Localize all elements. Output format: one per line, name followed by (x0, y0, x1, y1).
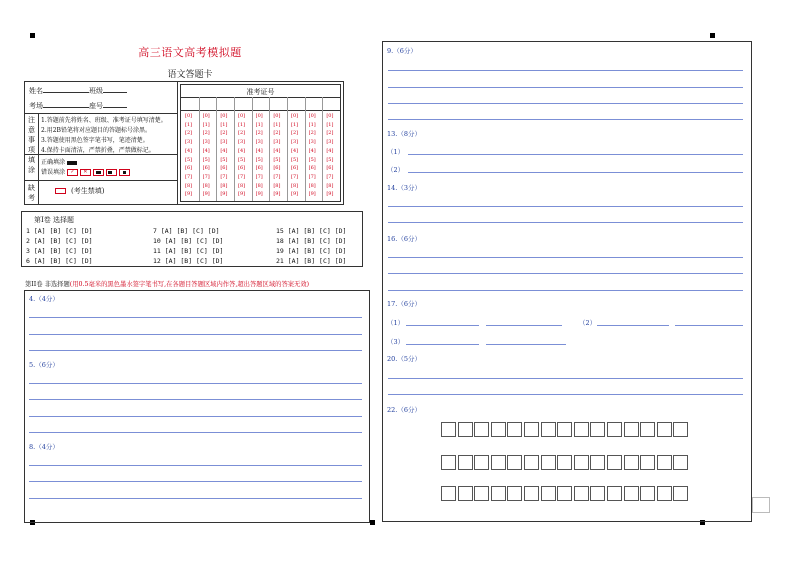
exam-id-bubble[interactable]: [6] (202, 165, 210, 172)
q5-answer-line[interactable] (29, 416, 362, 417)
class-label: 班级 (89, 87, 103, 95)
page-title: 高三语文高考模拟题 (138, 46, 242, 59)
writing-grid-cell[interactable] (673, 486, 688, 501)
q17-2-label: （2） (579, 319, 597, 327)
mc-q10[interactable]: 10 [A] [B] [C] [D] (153, 237, 224, 245)
writing-grid-cell[interactable] (574, 455, 589, 470)
exam-id-bubble[interactable]: [5] (202, 156, 210, 163)
q17-2-answer-line[interactable] (597, 325, 669, 326)
exam-id-bubble[interactable]: [9] (202, 191, 210, 198)
mc-q19[interactable]: 19 [A] [B] [C] [D] (276, 247, 347, 255)
exam-id-bubble[interactable]: [7] (255, 173, 263, 180)
absent-note: (考生禁填) (71, 187, 105, 195)
exam-id-bubble[interactable]: [6] (220, 165, 228, 172)
exam-id-bubble[interactable]: [1] (202, 121, 210, 128)
q17-1-answer-line[interactable] (486, 325, 562, 326)
registration-mark (710, 33, 715, 38)
q17-1-answer-line[interactable] (406, 325, 479, 326)
q17-label: 17.（6分） (387, 300, 421, 308)
exam-id-bubble[interactable]: [1] (326, 121, 334, 128)
notice-char: 项 (28, 146, 35, 154)
answer-sheet-title: 语文答题卡 (167, 70, 213, 80)
writing-grid-cell[interactable] (474, 422, 489, 437)
writing-grid-cell[interactable] (557, 422, 572, 437)
exam-id-bubble[interactable]: [3] (255, 139, 263, 146)
q17-2-answer-line[interactable] (675, 325, 743, 326)
exam-id-bubble[interactable]: [2] (291, 130, 299, 137)
exam-id-bubble[interactable]: [6] (308, 165, 316, 172)
notice-char: 注 (28, 116, 35, 124)
exam-id-bubble[interactable]: [5] (273, 156, 281, 163)
exam-id-bubble[interactable]: [7] (238, 173, 246, 180)
partial-box-icon (93, 169, 104, 176)
q5-answer-line[interactable] (29, 432, 362, 433)
q4-answer-line[interactable] (29, 334, 362, 335)
writing-grid-cell[interactable] (673, 422, 688, 437)
exam-id-bubble[interactable]: [2] (185, 130, 193, 137)
room-label: 考场 (29, 102, 43, 110)
notice-item: 4.保持卡面清洁，严禁折叠，严禁做标记。 (41, 147, 155, 154)
name-row (29, 85, 127, 96)
mc-q15[interactable]: 15 [A] [B] [C] [D] (276, 227, 347, 235)
partial-box-icon (106, 169, 117, 176)
q5-label: 5.（6分） (29, 361, 59, 369)
writing-grid-cell[interactable] (607, 486, 622, 501)
exam-id-bubble[interactable]: [5] (326, 156, 334, 163)
q13-1-answer-line[interactable] (408, 154, 743, 155)
notice-char: 意 (28, 126, 35, 134)
exam-id-bubble[interactable]: [8] (273, 182, 281, 189)
exam-id-bubble[interactable]: [7] (202, 173, 210, 180)
q13-label: 13.（8分） (387, 130, 421, 138)
writing-grid-cell[interactable] (607, 422, 622, 437)
exam-id-bubble[interactable]: [6] (273, 165, 281, 172)
exam-id-bubble[interactable]: [4] (255, 147, 263, 154)
q9-answer-line[interactable] (388, 70, 743, 71)
writing-grid-cell[interactable] (541, 486, 556, 501)
writing-grid-cell[interactable] (640, 486, 655, 501)
writing-grid-cell[interactable] (541, 455, 556, 470)
absent-label (28, 183, 35, 203)
exam-id-bubble[interactable]: [3] (202, 139, 210, 146)
exam-id-column-divider (216, 97, 217, 201)
mc-q12[interactable]: 12 [A] [B] [C] [D] (153, 257, 224, 265)
exam-id-bubble[interactable]: [0] (326, 113, 334, 119)
writing-grid-cell[interactable] (441, 486, 456, 501)
exam-id-column-divider (252, 97, 253, 201)
exam-id-bubble[interactable]: [9] (273, 191, 281, 198)
writing-grid-cell[interactable] (590, 455, 605, 470)
exam-id-bubble[interactable]: [0] (220, 113, 228, 119)
writing-grid-cell[interactable] (624, 455, 639, 470)
notice-list (41, 116, 167, 156)
exam-id-bubble[interactable]: [5] (308, 156, 316, 163)
writing-grid-cell[interactable] (574, 422, 589, 437)
exam-id-bubble[interactable]: [8] (185, 182, 193, 189)
mc-q3[interactable]: 3 [A] [B] [C] [D] (26, 247, 93, 255)
q9-answer-line[interactable] (388, 119, 743, 120)
exam-id-column-divider (305, 97, 306, 201)
exam-id-bubble[interactable]: [4] (220, 147, 228, 154)
absent-char: 考 (28, 194, 35, 202)
q22-label: 22.（6分） (387, 406, 421, 414)
fill-char: 涂 (28, 166, 35, 174)
notice-item: 2.用2B铅笔将对应题目的答题标号涂黑。 (41, 127, 151, 134)
name-field[interactable] (43, 85, 89, 93)
exam-id-bubble[interactable]: [8] (238, 182, 246, 189)
exam-id-label: 准考证号 (246, 88, 275, 96)
exam-id-bubble[interactable]: [4] (238, 147, 246, 154)
exam-id-bubble[interactable]: [0] (202, 113, 210, 119)
writing-grid-cell[interactable] (640, 455, 655, 470)
q14-answer-line[interactable] (388, 206, 743, 207)
q4-answer-line[interactable] (29, 317, 362, 318)
exam-id-bubble[interactable]: [0] (273, 113, 281, 119)
exam-id-bubble[interactable]: [1] (273, 121, 281, 128)
correct-fill-example (41, 157, 77, 166)
exam-id-bubble[interactable]: [2] (308, 130, 316, 137)
q13-2-label: （2） (387, 166, 405, 174)
exam-id-bubble[interactable]: [0] (291, 113, 299, 119)
mc-q18[interactable]: 18 [A] [B] [C] [D] (276, 237, 347, 245)
exam-id-bubble[interactable]: [9] (238, 191, 246, 198)
writing-grid-cell[interactable] (574, 486, 589, 501)
exam-id-bubble[interactable]: [5] (255, 156, 263, 163)
writing-grid-cell[interactable] (507, 486, 522, 501)
writing-grid-cell[interactable] (474, 486, 489, 501)
q22-writing-grid (441, 422, 691, 507)
writing-grid-cell[interactable] (590, 486, 605, 501)
q13-1-label: （1） (387, 148, 405, 156)
exam-id-bubble[interactable]: [8] (255, 182, 263, 189)
seat-label: 座号 (89, 102, 103, 110)
exam-id-bubble[interactable]: [9] (291, 191, 299, 198)
exam-id-column-divider (287, 97, 288, 201)
exam-id-bubble[interactable]: [0] (238, 113, 246, 119)
writing-grid-cell[interactable] (524, 486, 539, 501)
q8-answer-line[interactable] (29, 465, 362, 466)
exam-id-bubble[interactable]: [3] (326, 139, 334, 146)
writing-grid-cell[interactable] (507, 455, 522, 470)
exam-id-bubble[interactable]: [2] (255, 130, 263, 137)
writing-grid-cell[interactable] (557, 486, 572, 501)
right-answer-box (382, 41, 752, 522)
exam-id-bubble[interactable]: [1] (255, 121, 263, 128)
notice-char: 事 (28, 136, 35, 144)
exam-id-bubble[interactable]: [6] (185, 165, 193, 172)
exam-id-bubble[interactable]: [5] (220, 156, 228, 163)
exam-id-bubble[interactable]: [8] (291, 182, 299, 189)
left-answer-box (24, 290, 370, 523)
exam-id-bubble[interactable]: [7] (220, 173, 228, 180)
exam-id-bubble[interactable]: [6] (255, 165, 263, 172)
q8-label: 8.（4分） (29, 443, 59, 451)
q17-3-label: （3） (387, 338, 405, 346)
mc-q21[interactable]: 21 [A] [B] [C] [D] (276, 257, 347, 265)
info-divider (25, 113, 177, 114)
exam-id-bubble[interactable]: [0] (185, 113, 193, 119)
q17-3-answer-line[interactable] (406, 344, 479, 345)
writing-grid-cell[interactable] (458, 486, 473, 501)
q13-2-answer-line[interactable] (408, 172, 743, 173)
q17-3-answer-line[interactable] (486, 344, 566, 345)
exam-id-bubble[interactable]: [7] (326, 173, 334, 180)
exam-id-bubble[interactable]: [9] (255, 191, 263, 198)
registration-mark (370, 520, 375, 525)
exam-id-bubble[interactable]: [2] (273, 130, 281, 137)
section2-heading-note: (用0.5毫米的黑色墨水签字笔书写,在各题目答题区域内作答,超出答题区域的答案无效) (69, 281, 310, 288)
exam-id-column-divider (322, 97, 323, 201)
writing-grid-cell[interactable] (673, 455, 688, 470)
page-edge-box (752, 497, 770, 513)
exam-id-box (180, 84, 341, 202)
notice-label (28, 115, 35, 155)
filled-box-icon (67, 161, 77, 165)
mc-q6[interactable]: 6 [A] [B] [C] [D] (26, 257, 93, 265)
section2-heading (25, 279, 309, 288)
correct-fill-label: 正确填涂 (41, 159, 66, 166)
exam-id-bubble[interactable]: [7] (185, 173, 193, 180)
mc-heading: 第I卷 选择题 (34, 216, 74, 224)
room-field[interactable] (43, 100, 89, 108)
exam-id-bubble[interactable]: [1] (291, 121, 299, 128)
exam-id-bubble[interactable]: [6] (326, 165, 334, 172)
q9-label: 9.（6分） (387, 47, 417, 55)
mc-q2[interactable]: 2 [A] [B] [C] [D] (26, 237, 93, 245)
exam-id-bubble[interactable]: [8] (202, 182, 210, 189)
seat-field[interactable] (103, 100, 127, 108)
writing-grid-cell[interactable] (640, 422, 655, 437)
q17-1-label: （1） (387, 319, 405, 327)
mc-q11[interactable]: 11 [A] [B] [C] [D] (153, 247, 224, 255)
q4-answer-line[interactable] (29, 350, 362, 351)
section2-heading-main: 第II卷 非选择题 (25, 281, 70, 288)
q16-answer-line[interactable] (388, 273, 743, 274)
exam-id-bubble[interactable]: [4] (291, 147, 299, 154)
notice-item: 3.答题使用黑色签字笔书写，笔迹清楚。 (41, 137, 149, 144)
exam-id-bubble[interactable]: [7] (308, 173, 316, 180)
exam-id-bubble[interactable]: [5] (185, 156, 193, 163)
q5-answer-line[interactable] (29, 399, 362, 400)
exam-id-bubble[interactable]: [9] (308, 191, 316, 198)
exam-id-bubble[interactable]: [8] (308, 182, 316, 189)
info-divider (25, 180, 177, 181)
q9-answer-line[interactable] (388, 103, 743, 104)
exam-id-bubble[interactable]: [3] (220, 139, 228, 146)
exam-id-column-divider (269, 97, 270, 201)
fill-char: 填 (28, 156, 35, 164)
partial-box-icon (119, 169, 130, 176)
exam-id-bubble[interactable]: [9] (185, 191, 193, 198)
exam-id-columns (181, 97, 340, 201)
writing-grid-cell[interactable] (607, 455, 622, 470)
exam-id-bubble[interactable]: [4] (185, 147, 193, 154)
exam-id-bubble[interactable]: [8] (326, 182, 334, 189)
exam-id-bubble[interactable]: [3] (291, 139, 299, 146)
exam-id-bubble[interactable]: [4] (273, 147, 281, 154)
exam-id-bubble[interactable]: [1] (308, 121, 316, 128)
writing-grid-cell[interactable] (441, 455, 456, 470)
exam-id-bubble[interactable]: [7] (273, 173, 281, 180)
name-label: 姓名 (29, 87, 43, 95)
exam-id-bubble[interactable]: [0] (255, 113, 263, 119)
notice-item: 1.答题前先将姓名、班级、准考证号填写清楚。 (41, 117, 167, 124)
writing-grid-cell[interactable] (491, 422, 506, 437)
exam-id-bubble[interactable]: [2] (220, 130, 228, 137)
exam-id-bubble[interactable]: [5] (291, 156, 299, 163)
writing-grid-cell[interactable] (524, 455, 539, 470)
writing-grid-cell[interactable] (491, 486, 506, 501)
mc-q1[interactable]: 1 [A] [B] [C] [D] (26, 227, 93, 235)
q5-answer-line[interactable] (29, 383, 362, 384)
registration-mark (30, 33, 35, 38)
q9-answer-line[interactable] (388, 87, 743, 88)
exam-id-bubble[interactable]: [4] (202, 147, 210, 154)
exam-id-column-divider (234, 97, 235, 201)
exam-id-bubble[interactable]: [0] (308, 113, 316, 119)
info-divider (25, 154, 177, 155)
writing-grid-cell[interactable] (657, 422, 672, 437)
student-info-box (24, 81, 344, 205)
writing-grid-cell[interactable] (541, 422, 556, 437)
writing-grid-cell[interactable] (657, 455, 672, 470)
cross-box-icon: ✕ (80, 169, 91, 176)
fill-label (28, 155, 35, 175)
writing-grid-cell[interactable] (657, 486, 672, 501)
exam-id-bubble[interactable]: [2] (202, 130, 210, 137)
writing-grid-cell[interactable] (458, 455, 473, 470)
q16-label: 16.（6分） (387, 235, 421, 243)
exam-id-bubble[interactable]: [7] (291, 173, 299, 180)
q4-label: 4.（4分） (29, 295, 59, 303)
q16-answer-line[interactable] (388, 257, 743, 258)
room-row (29, 100, 127, 111)
exam-id-column-divider (199, 97, 200, 201)
q20-label: 20.（5分） (387, 355, 421, 363)
wrong-fill-label: 错误填涂 (41, 169, 66, 176)
q20-answer-line[interactable] (388, 378, 743, 379)
writing-grid-cell[interactable] (507, 422, 522, 437)
q16-answer-line[interactable] (388, 290, 743, 291)
writing-grid-cell[interactable] (474, 455, 489, 470)
exam-id-bubble[interactable]: [1] (220, 121, 228, 128)
check-box-icon: ✓ (67, 169, 78, 176)
multiple-choice-box (21, 211, 363, 267)
exam-id-bubble[interactable]: [2] (326, 130, 334, 137)
exam-id-bubble[interactable]: [3] (273, 139, 281, 146)
writing-grid-cell[interactable] (590, 422, 605, 437)
exam-id-bubble[interactable]: [3] (185, 139, 193, 146)
writing-grid-cell[interactable] (441, 422, 456, 437)
exam-id-bubble[interactable]: [9] (220, 191, 228, 198)
exam-id-bubble[interactable]: [6] (238, 165, 246, 172)
exam-id-bubble[interactable]: [4] (308, 147, 316, 154)
writing-grid-cell[interactable] (624, 422, 639, 437)
q14-answer-line[interactable] (388, 222, 743, 223)
exam-id-bubble[interactable]: [3] (308, 139, 316, 146)
exam-id-bubble[interactable]: [2] (238, 130, 246, 137)
info-divider (38, 113, 39, 204)
exam-id-bubble[interactable]: [8] (220, 182, 228, 189)
writing-grid-cell[interactable] (491, 455, 506, 470)
writing-grid-cell[interactable] (458, 422, 473, 437)
mc-q7[interactable]: 7 [A] [B] [C] [D] (153, 227, 220, 235)
writing-grid-cell[interactable] (557, 455, 572, 470)
exam-id-bubble[interactable]: [1] (238, 121, 246, 128)
q20-answer-line[interactable] (388, 394, 743, 395)
exam-id-bubble[interactable]: [1] (185, 121, 193, 128)
exam-id-bubble[interactable]: [9] (326, 191, 334, 198)
class-field[interactable] (103, 85, 127, 93)
info-divider (177, 82, 178, 204)
exam-id-bubble[interactable]: [6] (291, 165, 299, 172)
exam-id-bubble[interactable]: [3] (238, 139, 246, 146)
writing-grid-cell[interactable] (624, 486, 639, 501)
absent-checkbox[interactable] (55, 188, 66, 194)
q14-label: 14.（3分） (387, 184, 421, 192)
exam-id-bubble[interactable]: [4] (326, 147, 334, 154)
exam-id-bubble[interactable]: [5] (238, 156, 246, 163)
q8-answer-line[interactable] (29, 481, 362, 482)
q8-answer-line[interactable] (29, 498, 362, 499)
absent-char: 缺 (28, 184, 35, 192)
writing-grid-cell[interactable] (524, 422, 539, 437)
wrong-fill-example (41, 167, 130, 176)
